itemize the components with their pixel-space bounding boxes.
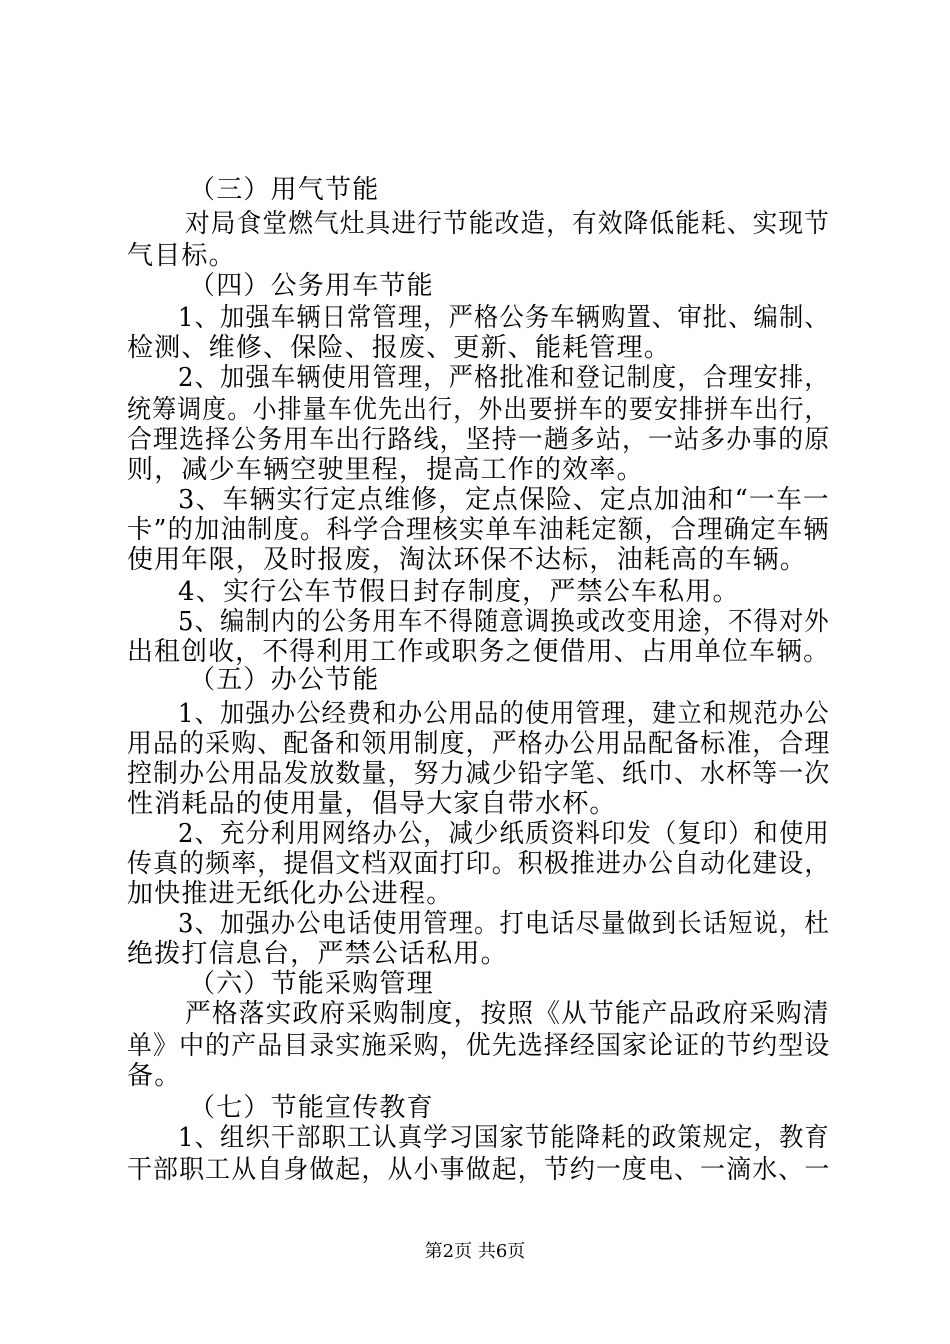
page-number-footer: 第2页 共6页 <box>424 1241 526 1262</box>
paragraph-line: 单》中的产品目录实施采购，优先选择经国家论证的节约型设 <box>127 1031 831 1061</box>
paragraph-line: 合理选择公务用车出行路线，坚持一趟多站，一站多办事的原 <box>127 425 831 455</box>
paragraph-line: 传真的频率，提倡文档双面打印。积极推进办公自动化建设， <box>127 849 831 879</box>
paragraph-line: 3、加强办公电话使用管理。打电话尽量做到长话短说，杜 <box>178 909 830 939</box>
section-heading-publicity: （七）节能宣传教育 <box>189 1093 434 1123</box>
paragraph-line: 备。 <box>127 1061 182 1091</box>
paragraph-line: 气目标。 <box>127 241 236 271</box>
paragraph-line: 严格落实政府采购制度，按照《从节能产品政府采购清 <box>185 999 830 1029</box>
paragraph-line: 2、加强车辆使用管理，严格批准和登记制度，合理安排， <box>178 363 830 393</box>
paragraph-line: 1、组织干部职工认真学习国家节能降耗的政策规定，教育 <box>178 1123 830 1153</box>
paragraph-line: 1、加强办公经费和办公用品的使用管理，建立和规范办公 <box>178 699 830 729</box>
paragraph-line: 3、车辆实行定点维修，定点保险、定点加油和“一车一 <box>178 485 830 515</box>
paragraph-line: 4、实行公车节假日封存制度，严禁公车私用。 <box>178 577 740 607</box>
paragraph-line: 控制办公用品发放数量，努力减少铅字笔、纸巾、水杯等一次 <box>127 759 831 789</box>
paragraph-line: 2、充分利用网络办公，减少纸质资料印发（复印）和使用 <box>178 819 830 849</box>
section-heading-vehicles: （四）公务用车节能 <box>189 271 434 301</box>
section-heading-gas: （三）用气节能 <box>189 175 380 205</box>
paragraph-line: 使用年限，及时报废，淘汰环保不达标，油耗高的车辆。 <box>127 545 808 575</box>
paragraph-line: 5、编制内的公务用车不得随意调换或改变用途，不得对外 <box>178 607 830 637</box>
paragraph-line: 对局食堂燃气灶具进行节能改造，有效降低能耗、实现节 <box>185 209 830 239</box>
paragraph-line: 加快推进无纸化办公进程。 <box>127 879 454 909</box>
paragraph-line: 卡”的加油制度。科学合理核实单车油耗定额，合理确定车辆 <box>127 515 830 545</box>
paragraph-line: 绝拨打信息台，严禁公话私用。 <box>127 939 508 969</box>
section-heading-procurement: （六）节能采购管理 <box>189 969 434 999</box>
paragraph-line: 检测、维修、保险、报废、更新、能耗管理。 <box>127 333 672 363</box>
paragraph-line: 干部职工从自身做起，从小事做起，节约一度电、一滴水、一 <box>127 1155 831 1185</box>
paragraph-line: 则，减少车辆空驶里程，提高工作的效率。 <box>127 455 644 485</box>
paragraph-line: 出租创收，不得利用工作或职务之便借用、占用单位车辆。 <box>127 637 831 667</box>
paragraph-line: 1、加强车辆日常管理，严格公务车辆购置、审批、编制、 <box>178 303 830 333</box>
paragraph-line: 用品的采购、配备和领用制度，严格办公用品配备标准，合理 <box>127 729 831 759</box>
paragraph-line: 性消耗品的使用量，倡导大家自带水杯。 <box>127 789 617 819</box>
paragraph-line: 统筹调度。小排量车优先出行，外出要拼车的要安排拼车出行， <box>127 395 830 425</box>
section-heading-office: （五）办公节能 <box>189 665 380 695</box>
